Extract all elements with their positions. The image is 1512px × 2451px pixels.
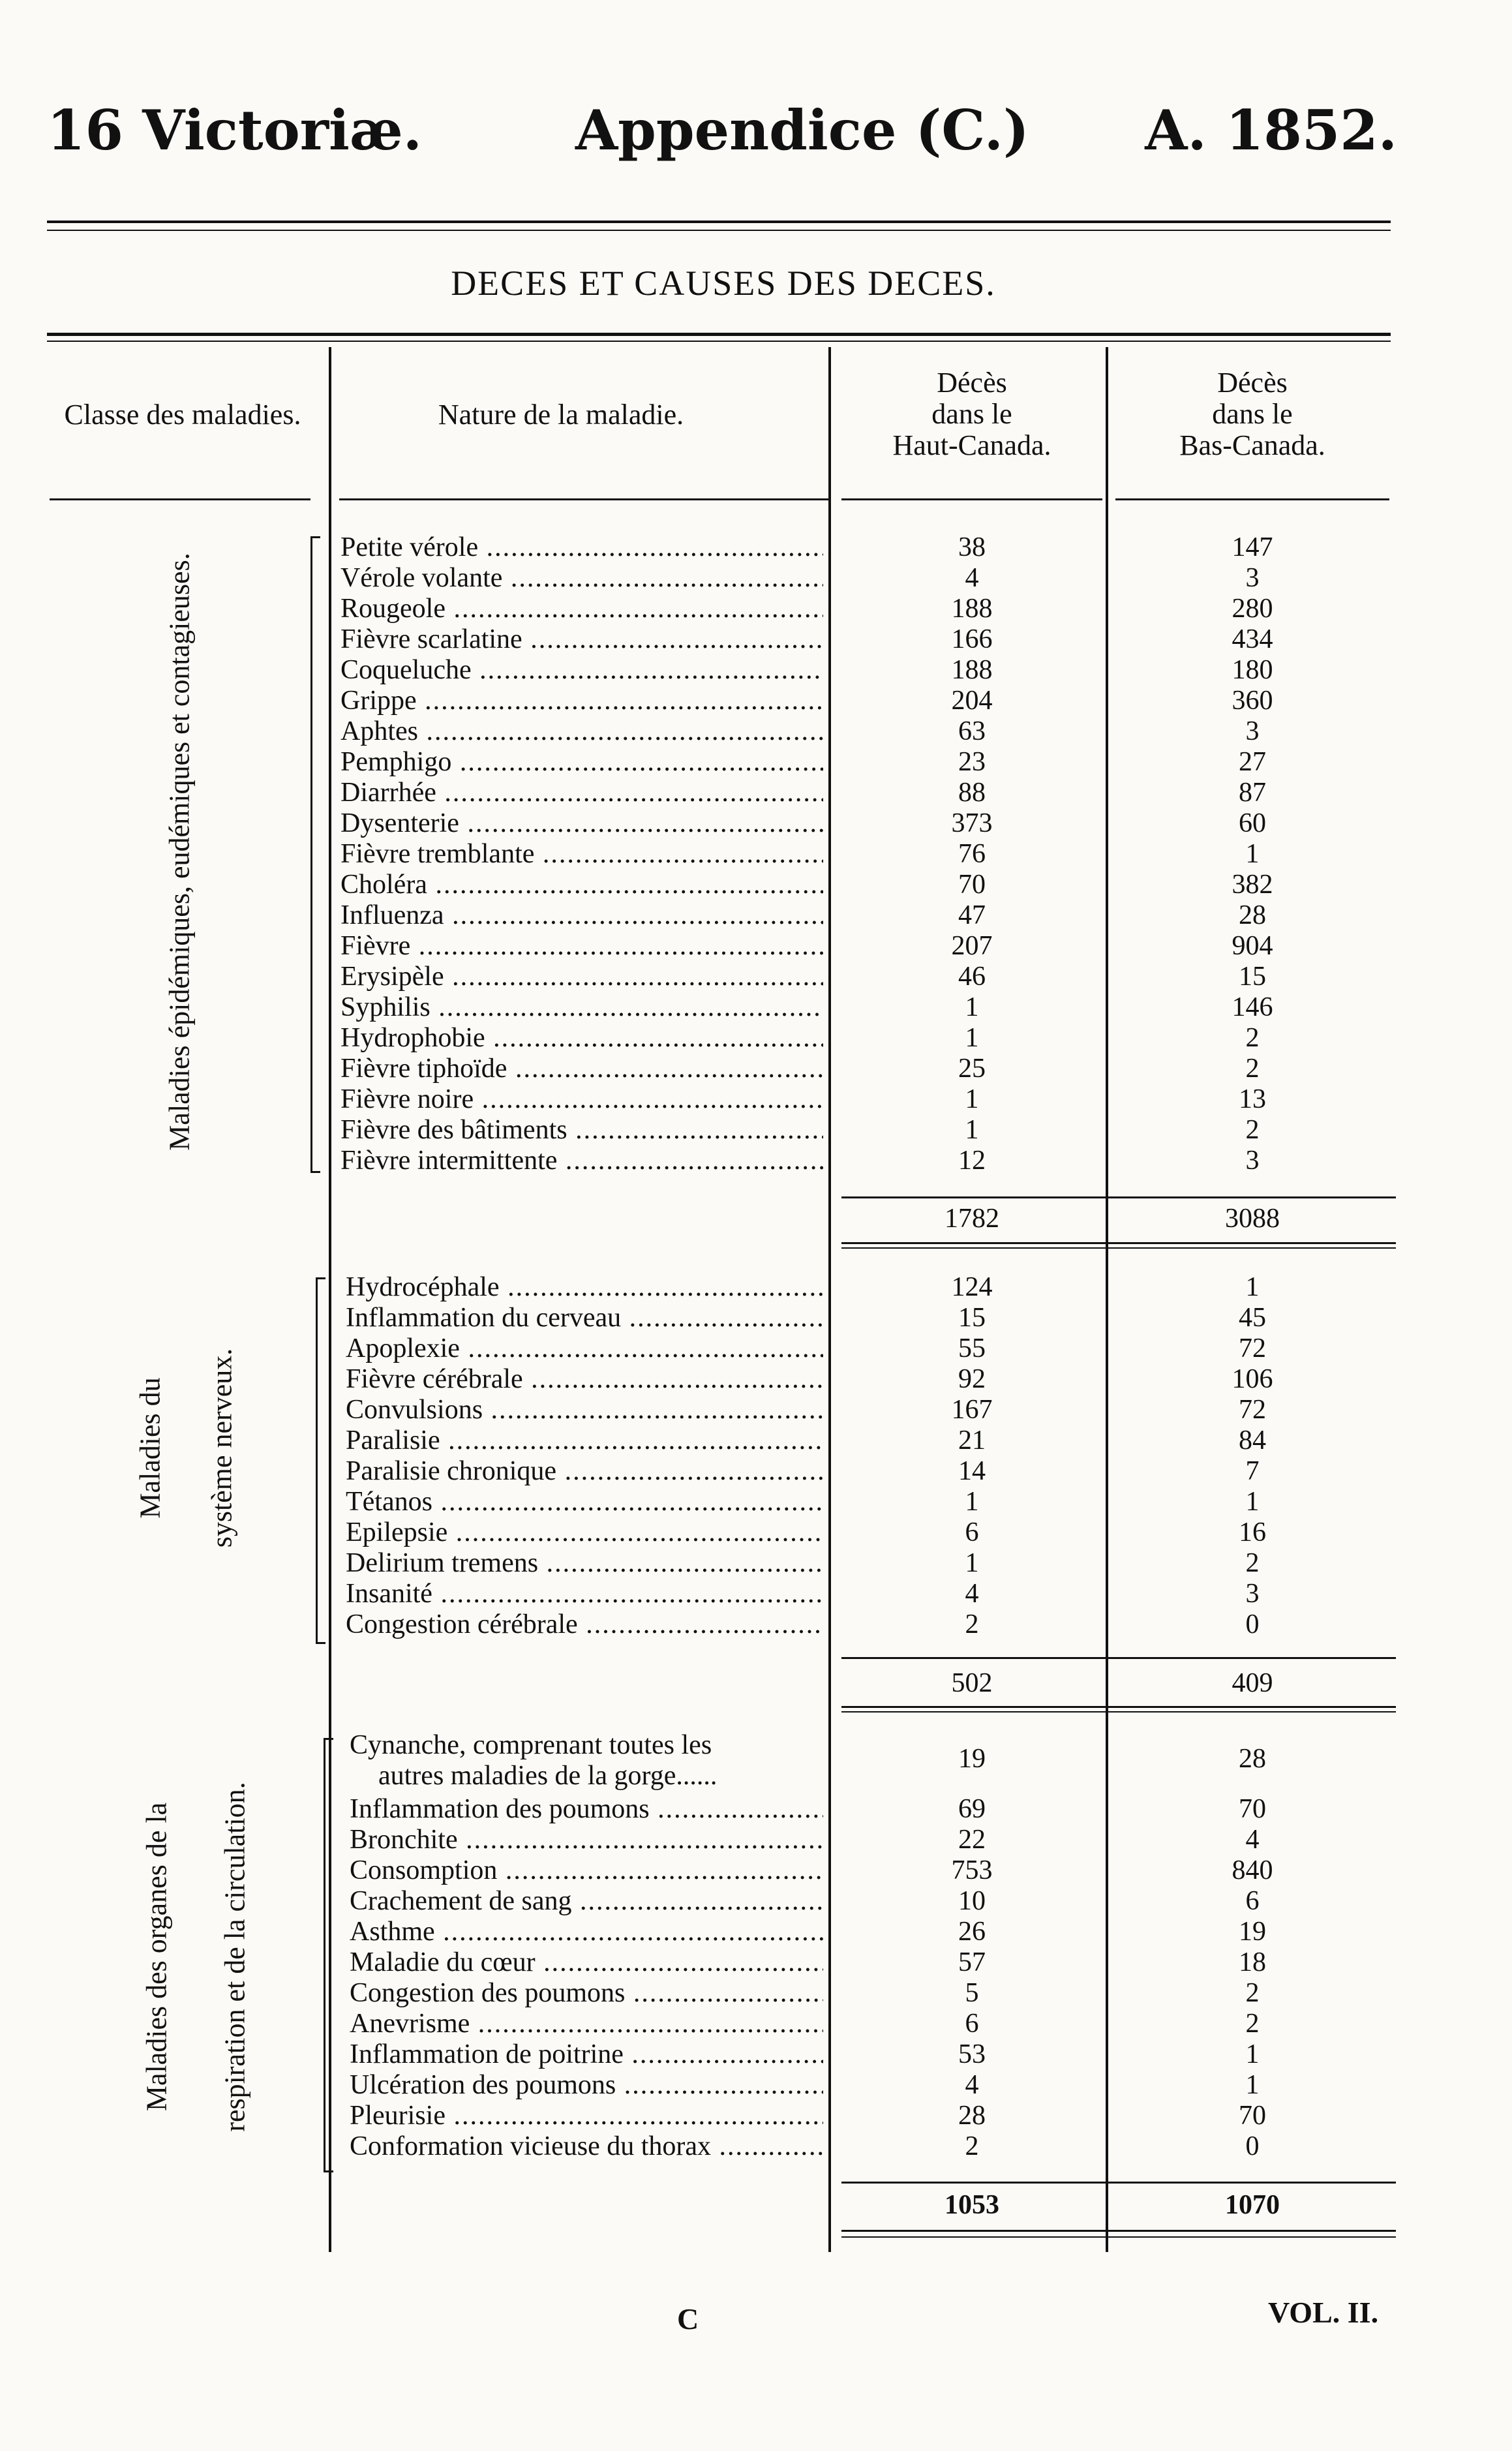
table-row [340, 1084, 1489, 1115]
table-row [350, 2101, 1498, 2131]
table-row [340, 778, 1489, 808]
deaths-haut-canada: 76 [958, 839, 986, 869]
colhead-rule-4 [1115, 498, 1389, 500]
deaths-haut-canada: 57 [958, 1947, 986, 1977]
deaths-haut-canada: 5 [965, 1978, 979, 2008]
disease-name: Anevrisme ..... [350, 2009, 823, 2039]
table-row [350, 1825, 1498, 1855]
deaths-bas-canada: 84 [1239, 1425, 1266, 1455]
group2-label-line2: système nerveux. [205, 1348, 238, 1548]
disease-name: Dysenterie ..... [340, 808, 823, 839]
deaths-bas-canada: 2 [1245, 1978, 1260, 2008]
table-row [340, 1115, 1489, 1146]
deaths-haut-canada: 753 [951, 1855, 993, 1885]
group2-total-rule-bottom2 [841, 1711, 1396, 1713]
deaths-haut-canada: 70 [958, 870, 986, 900]
header-rule-bottom [47, 230, 1391, 231]
col-header-haut [835, 367, 1109, 461]
table-row [340, 992, 1489, 1023]
table-row [346, 1548, 1494, 1579]
deaths-bas-canada: 72 [1239, 1333, 1266, 1363]
title-rule-bottom [47, 341, 1391, 342]
footer-vol: VOL. II. [1268, 2296, 1379, 2329]
header-center: Appendice (C.) [575, 98, 1029, 162]
header-rule-top [47, 221, 1391, 223]
table-row [346, 1609, 1494, 1640]
deaths-bas-canada: 840 [1232, 1855, 1273, 1885]
disease-name: Hydrocéphale ..... [346, 1272, 823, 1303]
page-title: DECES ET CAUSES DES DECES. [451, 264, 996, 303]
colhead-rule-1 [50, 498, 310, 500]
footer-signature: C [677, 2302, 699, 2336]
disease-name: Coqueluche ..... [340, 655, 823, 686]
col-header-nature: Nature de la maladie. [438, 399, 684, 431]
table-row [350, 1794, 1498, 1825]
deaths-haut-canada: 92 [958, 1364, 986, 1394]
disease-name: Congestion des poumons ..... [350, 1978, 823, 2009]
deaths-haut-canada: 124 [951, 1272, 993, 1302]
disease-name: Syphilis ..... [340, 992, 823, 1023]
table-row [350, 1886, 1498, 1917]
group3-first-row-bas: 28 [1239, 1744, 1266, 1774]
disease-name: Fièvre tremblante ..... [340, 839, 823, 870]
disease-name: Influenza ..... [340, 900, 823, 931]
col-header-haut-line1: Décès [937, 367, 1007, 399]
deaths-haut-canada: 207 [951, 931, 993, 961]
table-row [340, 563, 1489, 594]
deaths-bas-canada: 6 [1245, 1886, 1260, 1916]
disease-name: Epilepsie ..... [346, 1517, 823, 1548]
disease-name: Choléra ..... [340, 870, 823, 900]
deaths-haut-canada: 188 [951, 655, 993, 685]
group2-total-haut: 502 [951, 1668, 993, 1698]
deaths-bas-canada: 16 [1239, 1517, 1266, 1547]
deaths-bas-canada: 2 [1245, 1054, 1260, 1084]
deaths-haut-canada: 15 [958, 1303, 986, 1333]
disease-name: Paralisie chronique ..... [346, 1456, 823, 1487]
col-header-classe: Classe des maladies. [64, 399, 301, 431]
deaths-bas-canada: 15 [1239, 962, 1266, 992]
group3-total-bas: 1070 [1225, 2190, 1280, 2220]
disease-name: Convulsions ..... [346, 1395, 823, 1425]
table-row [340, 1054, 1489, 1084]
deaths-haut-canada: 47 [958, 900, 986, 930]
deaths-haut-canada: 69 [958, 1794, 986, 1824]
group1-total-rule-bottom2 [841, 1247, 1396, 1249]
deaths-bas-canada: 7 [1245, 1456, 1260, 1486]
deaths-bas-canada: 0 [1245, 1609, 1260, 1639]
deaths-bas-canada: 19 [1239, 1917, 1266, 1947]
deaths-bas-canada: 72 [1239, 1395, 1266, 1425]
table-row [350, 1947, 1498, 1978]
group1-label: Maladies épidémiques, eudémiques et contagieuses. [163, 553, 196, 1151]
deaths-bas-canada: 434 [1232, 624, 1273, 654]
disease-name: Fièvre tiphoïde ..... [340, 1054, 823, 1084]
table-row [350, 1978, 1498, 2009]
deaths-haut-canada: 22 [958, 1825, 986, 1855]
deaths-haut-canada: 23 [958, 747, 986, 777]
disease-name: Fièvre noire ..... [340, 1084, 823, 1115]
deaths-haut-canada: 1 [965, 1487, 979, 1517]
disease-name: Grippe ..... [340, 686, 823, 716]
disease-name: Congestion cérébrale ..... [346, 1609, 823, 1640]
deaths-haut-canada: 14 [958, 1456, 986, 1486]
col-header-bas [1109, 367, 1396, 461]
table-row [340, 808, 1489, 839]
deaths-bas-canada: 1 [1245, 2070, 1260, 2100]
deaths-bas-canada: 1 [1245, 2039, 1260, 2069]
deaths-bas-canada: 70 [1239, 1794, 1266, 1824]
deaths-haut-canada: 26 [958, 1917, 986, 1947]
group2-total-rule-bottom [841, 1706, 1396, 1708]
table-row [340, 1023, 1489, 1054]
table-row [350, 1917, 1498, 1947]
deaths-haut-canada: 55 [958, 1333, 986, 1363]
table-row [346, 1395, 1494, 1425]
deaths-bas-canada: 18 [1239, 1947, 1266, 1977]
table-row [346, 1456, 1494, 1487]
disease-name: Fièvre des bâtiments ..... [340, 1115, 823, 1146]
group1-brace [310, 536, 320, 1173]
deaths-bas-canada: 180 [1232, 655, 1273, 685]
table-row [346, 1487, 1494, 1517]
deaths-haut-canada: 4 [965, 563, 979, 593]
deaths-haut-canada: 1 [965, 1023, 979, 1053]
disease-name: Inflammation du cerveau ..... [346, 1303, 823, 1333]
deaths-bas-canada: 45 [1239, 1303, 1266, 1333]
deaths-bas-canada: 3 [1245, 563, 1260, 593]
table-row [340, 624, 1489, 655]
deaths-haut-canada: 38 [958, 532, 986, 562]
disease-name: Pemphigo ..... [340, 747, 823, 778]
table-row [346, 1303, 1494, 1333]
group3-first-row-haut: 19 [958, 1744, 986, 1774]
disease-name: Diarrhée ..... [340, 778, 823, 808]
deaths-bas-canada: 0 [1245, 2131, 1260, 2161]
disease-name: Bronchite ..... [350, 1825, 823, 1855]
col-header-bas-line2: dans le [1212, 398, 1293, 430]
disease-name: Maladie du cœur ..... [350, 1947, 823, 1978]
deaths-haut-canada: 167 [951, 1395, 993, 1425]
table-row [340, 686, 1489, 716]
disease-name: Consomption ..... [350, 1855, 823, 1886]
deaths-haut-canada: 46 [958, 962, 986, 992]
group2-total-rule-top [841, 1657, 1396, 1659]
table-row [340, 900, 1489, 931]
group3-first-row-line2: autres maladies de la gorge...... [378, 1761, 718, 1791]
deaths-bas-canada: 3 [1245, 716, 1260, 746]
deaths-bas-canada: 2 [1245, 1023, 1260, 1053]
header-left: 16 Victoriæ. [47, 98, 423, 162]
disease-name: Fièvre cérébrale ..... [346, 1364, 823, 1395]
group1-total-bas: 3088 [1225, 1204, 1280, 1234]
deaths-haut-canada: 28 [958, 2101, 986, 2131]
deaths-bas-canada: 382 [1232, 870, 1273, 900]
deaths-bas-canada: 106 [1232, 1364, 1273, 1394]
group1-total-haut: 1782 [945, 1204, 999, 1234]
deaths-bas-canada: 360 [1232, 686, 1273, 716]
deaths-haut-canada: 12 [958, 1146, 986, 1176]
disease-name: Fièvre intermittente ..... [340, 1146, 823, 1176]
disease-name: Crachement de sang ..... [350, 1886, 823, 1917]
deaths-bas-canada: 4 [1245, 1825, 1260, 1855]
deaths-haut-canada: 6 [965, 1517, 979, 1547]
table-row [340, 716, 1489, 747]
table-row [340, 962, 1489, 992]
deaths-haut-canada: 88 [958, 778, 986, 808]
deaths-haut-canada: 4 [965, 2070, 979, 2100]
group2-brace [316, 1277, 325, 1644]
deaths-haut-canada: 6 [965, 2009, 979, 2039]
table-row [346, 1517, 1494, 1548]
group3-label-line2: respiration et de la circulation. [219, 1782, 251, 2132]
deaths-bas-canada: 27 [1239, 747, 1266, 777]
colhead-rule-2 [339, 498, 830, 500]
deaths-bas-canada: 28 [1239, 900, 1266, 930]
table-row [340, 747, 1489, 778]
group2-label-line1: Maladies du [134, 1377, 166, 1519]
disease-name: Aphtes ..... [340, 716, 823, 747]
deaths-bas-canada: 3 [1245, 1579, 1260, 1609]
disease-name: Insanité ..... [346, 1579, 823, 1609]
disease-name: Tétanos ..... [346, 1487, 823, 1517]
deaths-bas-canada: 1 [1245, 1272, 1260, 1302]
deaths-bas-canada: 904 [1232, 931, 1273, 961]
deaths-haut-canada: 25 [958, 1054, 986, 1084]
table-row [350, 2070, 1498, 2101]
title-rule-top [47, 333, 1391, 336]
deaths-bas-canada: 2 [1245, 1548, 1260, 1578]
group1-total-rule-bottom [841, 1242, 1396, 1244]
disease-name: Petite vérole ..... [340, 532, 823, 563]
disease-name: Pleurisie ..... [350, 2101, 823, 2131]
deaths-bas-canada: 2 [1245, 2009, 1260, 2039]
table-row [346, 1579, 1494, 1609]
group3-brace [324, 1738, 333, 2172]
disease-name: Vérole volante ..... [340, 563, 823, 594]
disease-name: Apoplexie ..... [346, 1333, 823, 1364]
deaths-bas-canada: 1 [1245, 1487, 1260, 1517]
deaths-haut-canada: 188 [951, 594, 993, 624]
deaths-haut-canada: 1 [965, 1084, 979, 1114]
group3-total-rule-bottom2 [841, 2236, 1396, 2238]
disease-name: Rougeole ..... [340, 594, 823, 624]
table-row [340, 594, 1489, 624]
group3-first-row-line1: Cynanche, comprenant toutes les [350, 1730, 712, 1760]
group3-total-haut: 1053 [945, 2190, 999, 2220]
disease-name: Fièvre ..... [340, 931, 823, 962]
col-header-bas-line1: Décès [1217, 367, 1288, 399]
deaths-bas-canada: 3 [1245, 1146, 1260, 1176]
col-header-bas-line3: Bas-Canada. [1179, 429, 1325, 461]
deaths-haut-canada: 166 [951, 624, 993, 654]
disease-name: Paralisie ..... [346, 1425, 823, 1456]
deaths-haut-canada: 373 [951, 808, 993, 838]
colhead-rule-3 [841, 498, 1102, 500]
table-row [350, 2009, 1498, 2039]
disease-name: Ulcération des poumons ..... [350, 2070, 823, 2101]
table-row [340, 870, 1489, 900]
deaths-bas-canada: 146 [1232, 992, 1273, 1022]
disease-name: Delirium tremens ..... [346, 1548, 823, 1579]
deaths-bas-canada: 1 [1245, 839, 1260, 869]
disease-name: Hydrophobie ..... [340, 1023, 823, 1054]
deaths-haut-canada: 1 [965, 1115, 979, 1145]
table-row [350, 2131, 1498, 2162]
deaths-bas-canada: 87 [1239, 778, 1266, 808]
deaths-bas-canada: 60 [1239, 808, 1266, 838]
deaths-haut-canada: 4 [965, 1579, 979, 1609]
disease-name: Fièvre scarlatine ..... [340, 624, 823, 655]
deaths-haut-canada: 2 [965, 2131, 979, 2161]
disease-name: Inflammation de poitrine ..... [350, 2039, 823, 2070]
group1-total-rule-top [841, 1196, 1396, 1198]
deaths-bas-canada: 2 [1245, 1115, 1260, 1145]
table-row [340, 655, 1489, 686]
table-row [346, 1272, 1494, 1303]
deaths-haut-canada: 21 [958, 1425, 986, 1455]
col-header-haut-line3: Haut-Canada. [892, 429, 1051, 461]
header-right: A. 1852. [1145, 98, 1397, 162]
deaths-haut-canada: 2 [965, 1609, 979, 1639]
deaths-haut-canada: 53 [958, 2039, 986, 2069]
table-row [346, 1333, 1494, 1364]
disease-name: Conformation vicieuse du thorax ..... [350, 2131, 823, 2162]
group2-total-bas: 409 [1232, 1668, 1273, 1698]
table-row [350, 1855, 1498, 1886]
deaths-bas-canada: 70 [1239, 2101, 1266, 2131]
deaths-haut-canada: 10 [958, 1886, 986, 1916]
deaths-haut-canada: 204 [951, 686, 993, 716]
deaths-bas-canada: 13 [1239, 1084, 1266, 1114]
deaths-haut-canada: 63 [958, 716, 986, 746]
col-header-haut-line2: dans le [931, 398, 1012, 430]
table-row [340, 1146, 1489, 1176]
table-row [340, 532, 1489, 563]
table-row [340, 839, 1489, 870]
deaths-bas-canada: 280 [1232, 594, 1273, 624]
table-row [346, 1364, 1494, 1395]
deaths-bas-canada: 147 [1232, 532, 1273, 562]
disease-name: Erysipèle ..... [340, 962, 823, 992]
group3-total-rule-top [841, 2182, 1396, 2184]
group3-label-line1: Maladies des organes de la [140, 1802, 173, 2112]
deaths-haut-canada: 1 [965, 1548, 979, 1578]
disease-name: Asthme ..... [350, 1917, 823, 1947]
deaths-haut-canada: 1 [965, 992, 979, 1022]
table-row [350, 2039, 1498, 2070]
disease-name: Inflammation des poumons ..... [350, 1794, 823, 1825]
table-row [340, 931, 1489, 962]
table-row [346, 1425, 1494, 1456]
group3-total-rule-bottom [841, 2230, 1396, 2232]
